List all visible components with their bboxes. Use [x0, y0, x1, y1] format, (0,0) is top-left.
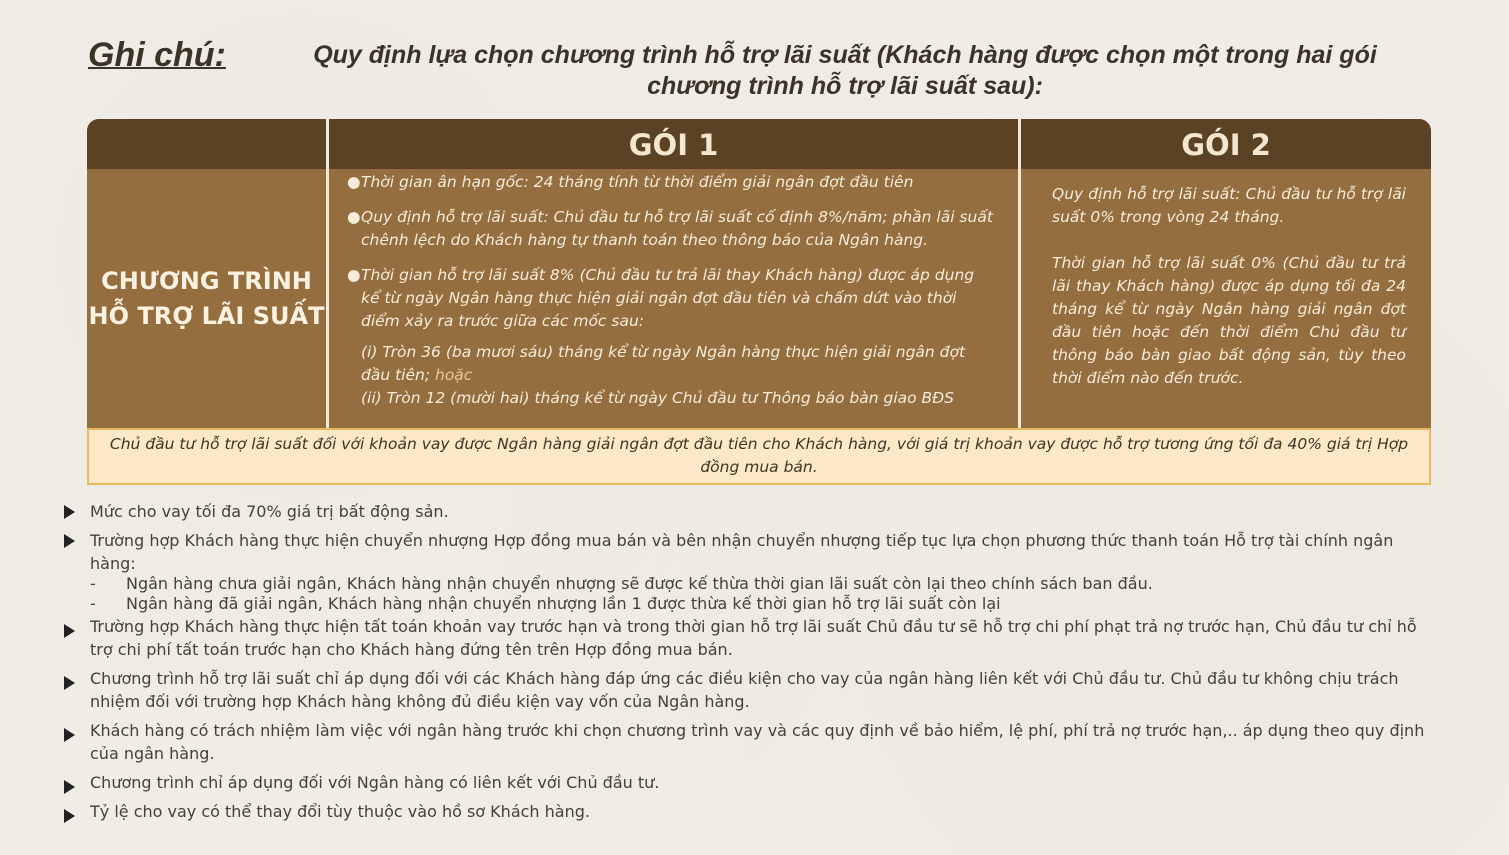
note-text: Chương trình hỗ trợ lãi suất chỉ áp dụng đối với các Khách hàng đáp ứng các điều kiện cho vay của ngân hàng liên kết với Chủ đầu tư. Chủ đầu tư không chịu trách nhiệm đối với trường hợp Khách hàng không đủ điều kiện vay vốn của Ngân hàng.	[90, 669, 1399, 711]
subitem-text: (i) Tròn 36 (ba mươi sáu) tháng kể từ ngày Ngân hàng thực hiện giải ngân đợt đầu tiên;	[361, 343, 966, 384]
row-label	[87, 169, 326, 429]
row-label-line: CHƯƠNG TRÌNH	[101, 267, 312, 295]
note-text: Mức cho vay tối đa 70% giá trị bất động sản.	[90, 502, 449, 521]
triangle-bullet-icon	[64, 780, 75, 794]
package-1-content	[343, 171, 993, 410]
bullet-icon: ●	[347, 173, 361, 191]
page-title: Quy định lựa chọn chương trình hỗ trợ lãi suất (Khách hàng được chọn một trong hai gói chương trình hỗ trợ lãi suất sau):	[313, 41, 1377, 100]
bullet-icon: ●	[347, 266, 361, 284]
package-1-subitem	[343, 387, 993, 410]
package-1-item-text: Quy định hỗ trợ lãi suất: Chủ đầu tư hỗ trợ lãi suất cố định 8%/năm; phần lãi suất chênh lệch do Khách hàng tự thanh toán theo thông báo của Ngân hàng.	[361, 208, 993, 249]
note-text: Chương trình chỉ áp dụng đối với Ngân hàng có liên kết với Chủ đầu tư.	[90, 773, 660, 792]
list-item	[62, 529, 1437, 575]
support-program-table	[87, 119, 1431, 429]
notes-list	[62, 500, 1437, 829]
package-1-header: GÓI 1	[329, 119, 1018, 169]
note-text: Tỷ lệ cho vay có thể thay đổi tùy thuộc vào hồ sơ Khách hàng.	[90, 802, 590, 821]
package-1-item	[343, 264, 993, 333]
note-label: Ghi chú:	[88, 36, 226, 74]
package-1-item	[343, 171, 993, 194]
triangle-bullet-icon	[64, 676, 75, 690]
package-1-item	[343, 206, 993, 252]
table-footer-note: Chủ đầu tư hỗ trợ lãi suất đối với khoản vay được Ngân hàng giải ngân đợt đầu tiên cho Khách hàng, với giá trị khoản vay được hỗ trợ tương ứng tối đa 40% giá trị Hợp đồng mua bán.	[87, 428, 1431, 485]
list-item	[62, 615, 1437, 661]
triangle-bullet-icon	[64, 728, 75, 742]
package-2-content	[1052, 183, 1406, 413]
list-item	[62, 667, 1437, 713]
package-1-subitem	[343, 341, 993, 387]
note-text: Khách hàng có trách nhiệm làm việc với ngân hàng trước khi chọn chương trình vay và các quy định về bảo hiểm, lệ phí, phí trả nợ trước hạn,.. áp dụng theo quy định của ngân hàng.	[90, 721, 1425, 763]
package-1-item-text: Thời gian hỗ trợ lãi suất 8% (Chủ đầu tư trả lãi thay Khách hàng) được áp dụng kể từ ngày Ngân hàng thực hiện giải ngân đợt đầu tiên và chấm dứt vào thời điểm xảy ra trước giữa các mốc sau:	[361, 266, 975, 330]
triangle-bullet-icon	[64, 505, 75, 519]
package-2-header: GÓI 2	[1021, 119, 1431, 169]
column-divider	[326, 119, 329, 429]
triangle-bullet-icon	[64, 534, 75, 548]
triangle-bullet-icon	[64, 624, 75, 638]
note-subtext: Ngân hàng chưa giải ngân, Khách hàng nhận chuyển nhượng sẽ được kế thừa thời gian lãi suất còn lại theo chính sách ban đầu.	[126, 574, 1153, 593]
row-label-line: HỖ TRỢ LÃI SUẤT	[88, 302, 325, 330]
note-text: Trường hợp Khách hàng thực hiện chuyển nhượng Hợp đồng mua bán và bên nhận chuyển nhượng tiếp tục lựa chọn phương thức thanh toán Hỗ trợ tài chính ngân hàng:	[90, 531, 1394, 573]
column-divider	[1018, 119, 1021, 429]
package-2-paragraph: Thời gian hỗ trợ lãi suất 0% (Chủ đầu tư trả lãi thay Khách hàng) được áp dụng tối đa 24 tháng kể từ ngày Ngân hàng giải ngân đợt đầu tiên hoặc đến thời điểm Chủ đầu tư thông báo bàn giao bất động sản, tùy theo thời điểm nào đến trước.	[1052, 254, 1406, 387]
dash-marker: -	[90, 594, 96, 613]
list-item	[62, 719, 1437, 765]
note-subtext: Ngân hàng đã giải ngân, Khách hàng nhận chuyển nhượng lần 1 được thừa kế thời gian hỗ trợ lãi suất còn lại	[126, 594, 1001, 613]
dash-marker: -	[90, 574, 96, 593]
package-2-paragraph: Quy định hỗ trợ lãi suất: Chủ đầu tư hỗ trợ lãi suất 0% trong vòng 24 tháng.	[1052, 185, 1406, 226]
table-header-corner	[87, 119, 326, 169]
package-1-item-text: Thời gian ân hạn gốc: 24 tháng tính từ thời điểm giải ngân đợt đầu tiên	[361, 173, 914, 191]
list-item	[62, 800, 1437, 823]
subitem-text: (ii) Tròn 12 (mười hai) tháng kể từ ngày Chủ đầu tư Thông báo bàn giao BĐS	[361, 389, 955, 407]
list-subitem	[62, 592, 1437, 615]
bullet-icon: ●	[347, 208, 361, 226]
note-text: Trường hợp Khách hàng thực hiện tất toán khoản vay trước hạn và trong thời gian hỗ trợ lãi suất Chủ đầu tư sẽ hỗ trợ chi phí phạt trả nợ trước hạn, Chủ đầu tư chỉ hỗ trợ chi phí tất toán trước hạn cho Khách hàng đứng tên trên Hợp đồng mua bán.	[90, 617, 1417, 659]
list-item	[62, 500, 1437, 523]
list-item	[62, 771, 1437, 794]
subitem-or: hoặc	[435, 366, 473, 384]
triangle-bullet-icon	[64, 809, 75, 823]
